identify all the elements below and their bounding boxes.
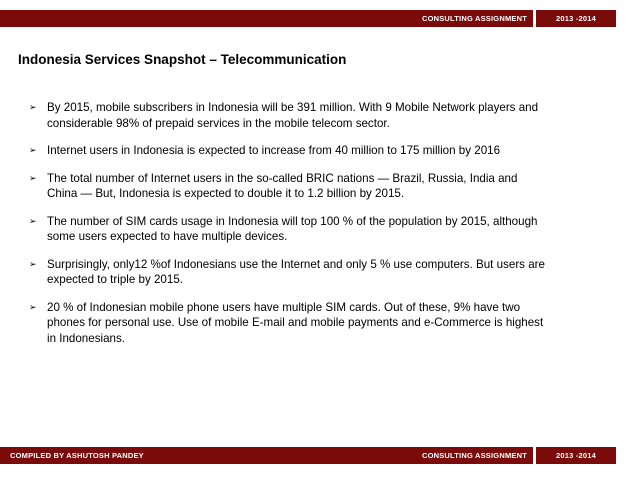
bullet-text: 20 % of Indonesian mobile phone users have multiple SIM cards. Out of these, 9% have two phones for personal use. Use of mobile E-mail and mobile payments and e-Commerce is highest in Indonesians. — [47, 300, 544, 345]
header-year-box — [536, 10, 616, 27]
bullet-text: By 2015, mobile subscribers in Indonesia will be 391 million. With 9 Mobile Network players and considerable 98% of prepaid services in the mobile telecom sector. — [47, 101, 539, 130]
slide-title: Indonesia Services Snapshot – Telecommunication — [18, 52, 347, 67]
bullet-item — [29, 100, 549, 131]
bullet-item — [29, 300, 549, 347]
header-label: CONSULTING ASSIGNMENT — [421, 14, 527, 23]
bullet-item — [29, 171, 549, 202]
bullet-text: The number of SIM cards usage in Indonesia will top 100 % of the population by 2015, although some users expected to have multiple devices. — [47, 214, 538, 243]
arrowhead-bullet-icon: ➢ — [29, 215, 37, 226]
header-year: 2013 -2014 — [556, 14, 596, 23]
bullet-item — [29, 257, 549, 288]
arrowhead-bullet-icon: ➢ — [29, 145, 37, 155]
bullet-item — [29, 214, 549, 245]
arrowhead-bullet-icon: ➢ — [29, 102, 37, 112]
footer-bar — [0, 447, 533, 464]
bullet-item — [29, 143, 549, 159]
arrowhead-bullet-icon: ➢ — [29, 172, 37, 183]
arrowhead-bullet-icon: ➢ — [29, 258, 37, 269]
header-bar — [0, 10, 533, 27]
bullet-text: Internet users in Indonesia is expected to increase from 40 million to 175 million by 2016 — [47, 144, 501, 157]
footer-author: COMPILED BY ASHUTOSH PANDEY — [10, 451, 144, 460]
footer-label: CONSULTING ASSIGNMENT — [421, 451, 527, 460]
bullet-text: Surprisingly, only12 %of Indonesians use the Internet and only 5 % use computers. But users are expected to triple by 2015. — [47, 257, 545, 286]
bullet-text: The total number of Internet users in the so-called BRIC nations — Brazil, Russia, India and China — But, Indonesia is expected to double it to 1.2 billion by 2015. — [47, 171, 518, 200]
footer-year: 2013 -2014 — [556, 451, 596, 460]
arrowhead-bullet-icon: ➢ — [29, 301, 37, 312]
bullet-list — [29, 100, 549, 358]
footer-year-box — [536, 447, 616, 464]
